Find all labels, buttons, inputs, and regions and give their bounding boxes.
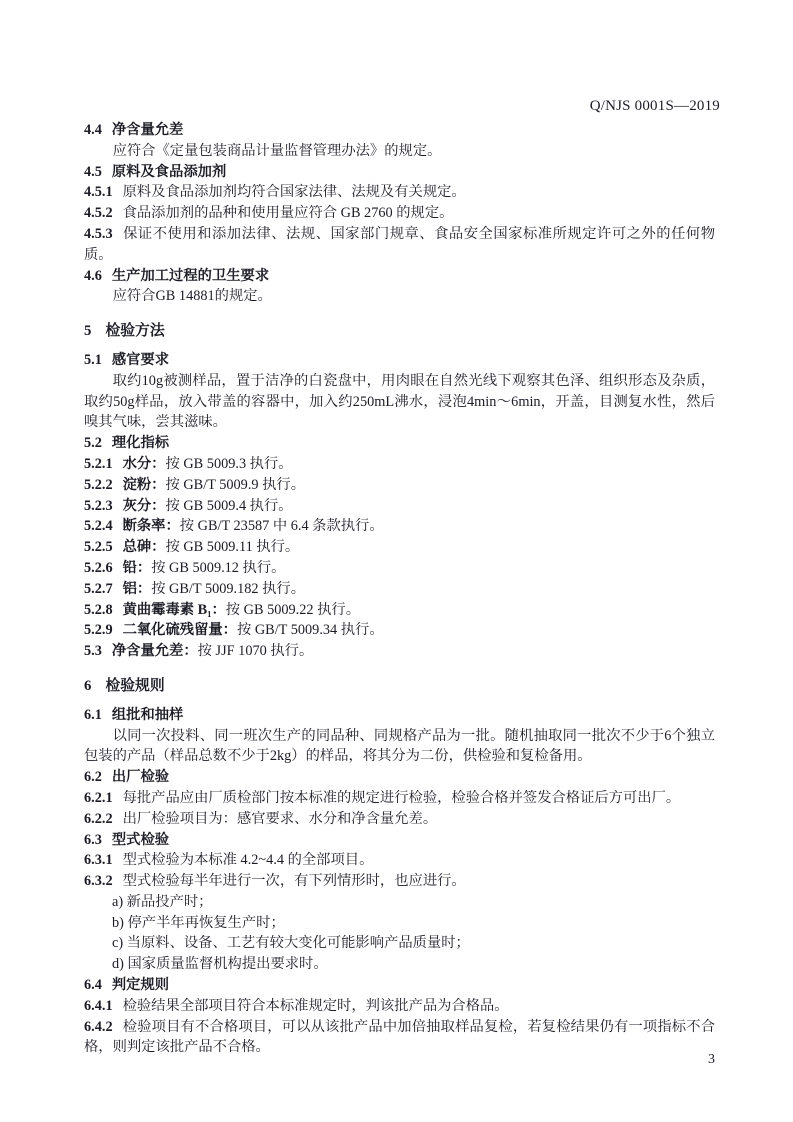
paragraph-text: 应符合《定量包装商品计量监督管理办法》的规定。 — [112, 142, 442, 159]
clause-number: 5.2.3 — [84, 497, 113, 514]
clause-label: 灰分： — [122, 497, 166, 514]
clause-text: 每批产品应由厂质检部门按本标准的规定进行检验，检验合格并签发合格证后方可出厂。 — [122, 789, 681, 806]
clause-number: 5.2.2 — [84, 476, 113, 493]
clause — [84, 182, 715, 203]
heading-label: 原料及食品添加剂 — [111, 163, 227, 180]
heading-label: 检验规则 — [105, 677, 165, 694]
section-heading — [84, 830, 715, 851]
clause-number: 5.3 — [84, 643, 102, 660]
heading-label: 生产加工过程的卫生要求 — [111, 267, 270, 284]
section-heading — [84, 350, 715, 371]
chapter-number: 5 — [84, 323, 92, 340]
clause-number: 5.2.8 — [84, 601, 113, 618]
clause-text: 原料及食品添加剂均符合国家法律、法规及有关规定。 — [122, 184, 466, 201]
clause-label: 净含量允差： — [111, 643, 198, 660]
section-heading — [84, 767, 715, 788]
clause — [84, 996, 715, 1017]
page-number: 3 — [708, 1052, 715, 1067]
list-item-text: d) 国家质量监督机构提出要求时。 — [112, 956, 328, 973]
clause-text: 出厂检验项目为：感官要求、水分和净含量允差。 — [122, 810, 438, 827]
clause-text: 按 GB 5009.4 执行。 — [165, 497, 293, 514]
clause — [84, 224, 715, 266]
section-heading — [84, 266, 715, 287]
paragraph — [84, 726, 715, 768]
clause-text: 型式检验为本标准 4.2~4.4 的全部项目。 — [122, 852, 374, 869]
clause-number: 5.2.7 — [84, 580, 113, 597]
section-number: 6.4 — [84, 977, 102, 994]
clause-label: 二氧化硫残留量： — [122, 622, 237, 639]
list-item — [84, 954, 715, 975]
section-number: 4.4 — [84, 122, 102, 138]
clause-label: 水分： — [122, 455, 166, 472]
clause-number: 5.2.5 — [84, 539, 113, 556]
clause-number: 6.4.2 — [84, 1018, 113, 1035]
clause-text: 按 GB/T 5009.9 执行。 — [165, 476, 306, 493]
clause-number: 6.2.1 — [84, 789, 113, 806]
clause-text: 保证不使用和添加法律、法规、国家部门规章、食品安全国家标准所规定许可之外的任何物质。 — [84, 225, 715, 263]
clause-text: 食品添加剂的品种和使用量应符合 GB 2760 的规定。 — [122, 205, 454, 222]
section-number: 6.1 — [84, 706, 102, 723]
section-heading — [84, 120, 715, 141]
clause — [84, 454, 715, 475]
standard-number: Q/NJS 0001S—2019 — [589, 98, 720, 114]
section-number: 5.2 — [84, 435, 102, 452]
clause — [84, 809, 715, 830]
clause — [84, 871, 715, 892]
clause — [84, 537, 715, 558]
section-number: 6.3 — [84, 831, 102, 848]
clause-number: 6.3.2 — [84, 873, 113, 890]
clause-label: 淀粉： — [122, 476, 166, 493]
section-heading — [84, 433, 715, 454]
paragraph-text: 取约10g被测样品，置于洁净的白瓷盘中，用肉眼在自然光线下观察其色泽、组织形态及杂质，取约50g样品，放入带盖的容器中，加入约250mL沸水，浸泡4min～6min，开盖，目测复水性，然后嗅其气味，尝其滋味。 — [84, 372, 715, 431]
clause-text: 按 GB 5009.12 执行。 — [151, 559, 286, 576]
clause-text: 按 GB 5009.3 执行。 — [165, 455, 293, 472]
clause — [84, 558, 715, 579]
paragraph — [84, 371, 715, 433]
clause-number: 5.2.9 — [84, 622, 113, 639]
section-heading — [84, 705, 715, 726]
clause-label: 铝： — [122, 580, 152, 597]
chapter-heading — [84, 321, 715, 342]
clause-text: 检验结果全部项目符合本标准规定时，判该批产品为合格品。 — [122, 997, 509, 1014]
list-item — [84, 892, 715, 913]
heading-label: 出厂检验 — [111, 769, 170, 786]
clause — [84, 850, 715, 871]
clause-number: 5.2.4 — [84, 518, 113, 535]
clause-text: 型式检验每半年进行一次，有下列情形时，也应进行。 — [122, 873, 466, 890]
clause-text: 按 GB 5009.11 执行。 — [165, 539, 300, 556]
clause-number: 6.3.1 — [84, 852, 113, 869]
list-item — [84, 913, 715, 934]
clause — [84, 496, 715, 517]
clause-label: 黄曲霉毒素 B₁： — [122, 601, 226, 618]
clause — [84, 475, 715, 496]
clause-text: 按 GB 5009.22 执行。 — [225, 601, 361, 618]
clause — [84, 788, 715, 809]
document-content — [84, 120, 715, 1058]
clause-number: 4.5.2 — [84, 205, 113, 222]
chapter-heading — [84, 676, 715, 697]
clause-label: 总砷： — [122, 539, 166, 556]
clause-text: 检验项目有不合格项目，可以从该批产品中加倍抽取样品复检，若复检结果仍有一项指标不合格，则判定该批产品不合格。 — [84, 1018, 715, 1056]
list-item-text: a) 新品投产时； — [112, 893, 213, 910]
section-number: 4.5 — [84, 163, 102, 180]
clause-number: 5.2.1 — [84, 455, 113, 472]
heading-label: 检验方法 — [105, 323, 165, 340]
heading-label: 组批和抽样 — [111, 706, 184, 723]
heading-label: 型式检验 — [111, 831, 170, 848]
clause-number: 6.4.1 — [84, 997, 113, 1014]
clause-text: 按 GB/T 5009.34 执行。 — [236, 622, 384, 639]
list-item-text: b) 停产半年再恢复生产时； — [112, 914, 285, 931]
clause-number: 4.5.3 — [84, 225, 113, 242]
heading-label: 理化指标 — [111, 435, 170, 452]
section-number: 5.1 — [84, 351, 102, 368]
clause — [84, 579, 715, 600]
section-number: 4.6 — [84, 267, 102, 284]
page-footer — [84, 1050, 715, 1071]
paragraph — [84, 141, 715, 162]
clause-text: 按 GB/T 23587 中 6.4 条款执行。 — [179, 518, 384, 535]
clause — [84, 641, 715, 662]
list-item — [84, 933, 715, 954]
paragraph-text: 应符合GB 14881的规定。 — [112, 288, 272, 305]
clause — [84, 620, 715, 641]
section-heading — [84, 162, 715, 183]
clause-number: 5.2.6 — [84, 559, 113, 576]
heading-label: 净含量允差 — [111, 122, 184, 138]
section-number: 6.2 — [84, 769, 102, 786]
clause — [84, 516, 715, 537]
paragraph — [84, 286, 715, 307]
clause — [84, 600, 715, 621]
clause-label: 铅： — [122, 559, 152, 576]
paragraph-text: 以同一次投料、同一班次生产的同品种、同规格产品为一批。随机抽取同一批次不少于6个独立包装的产品（样品总数不少于2kg）的样品，将其分为二份，供检验和复检备用。 — [84, 727, 715, 765]
list-item-text: c) 当原料、设备、工艺有较大变化可能影响产品质量时； — [112, 935, 470, 952]
chapter-number: 6 — [84, 677, 92, 694]
page-header — [84, 96, 720, 117]
heading-label: 感官要求 — [111, 351, 170, 368]
clause-number: 4.5.1 — [84, 184, 113, 201]
clause-text: 按 GB/T 5009.182 执行。 — [151, 580, 306, 597]
clause-number: 6.2.2 — [84, 810, 113, 827]
section-heading — [84, 975, 715, 996]
clause-label: 断条率： — [122, 518, 180, 535]
heading-label: 判定规则 — [111, 977, 170, 994]
clause — [84, 203, 715, 224]
clause-text: 按 JJF 1070 执行。 — [197, 643, 314, 660]
